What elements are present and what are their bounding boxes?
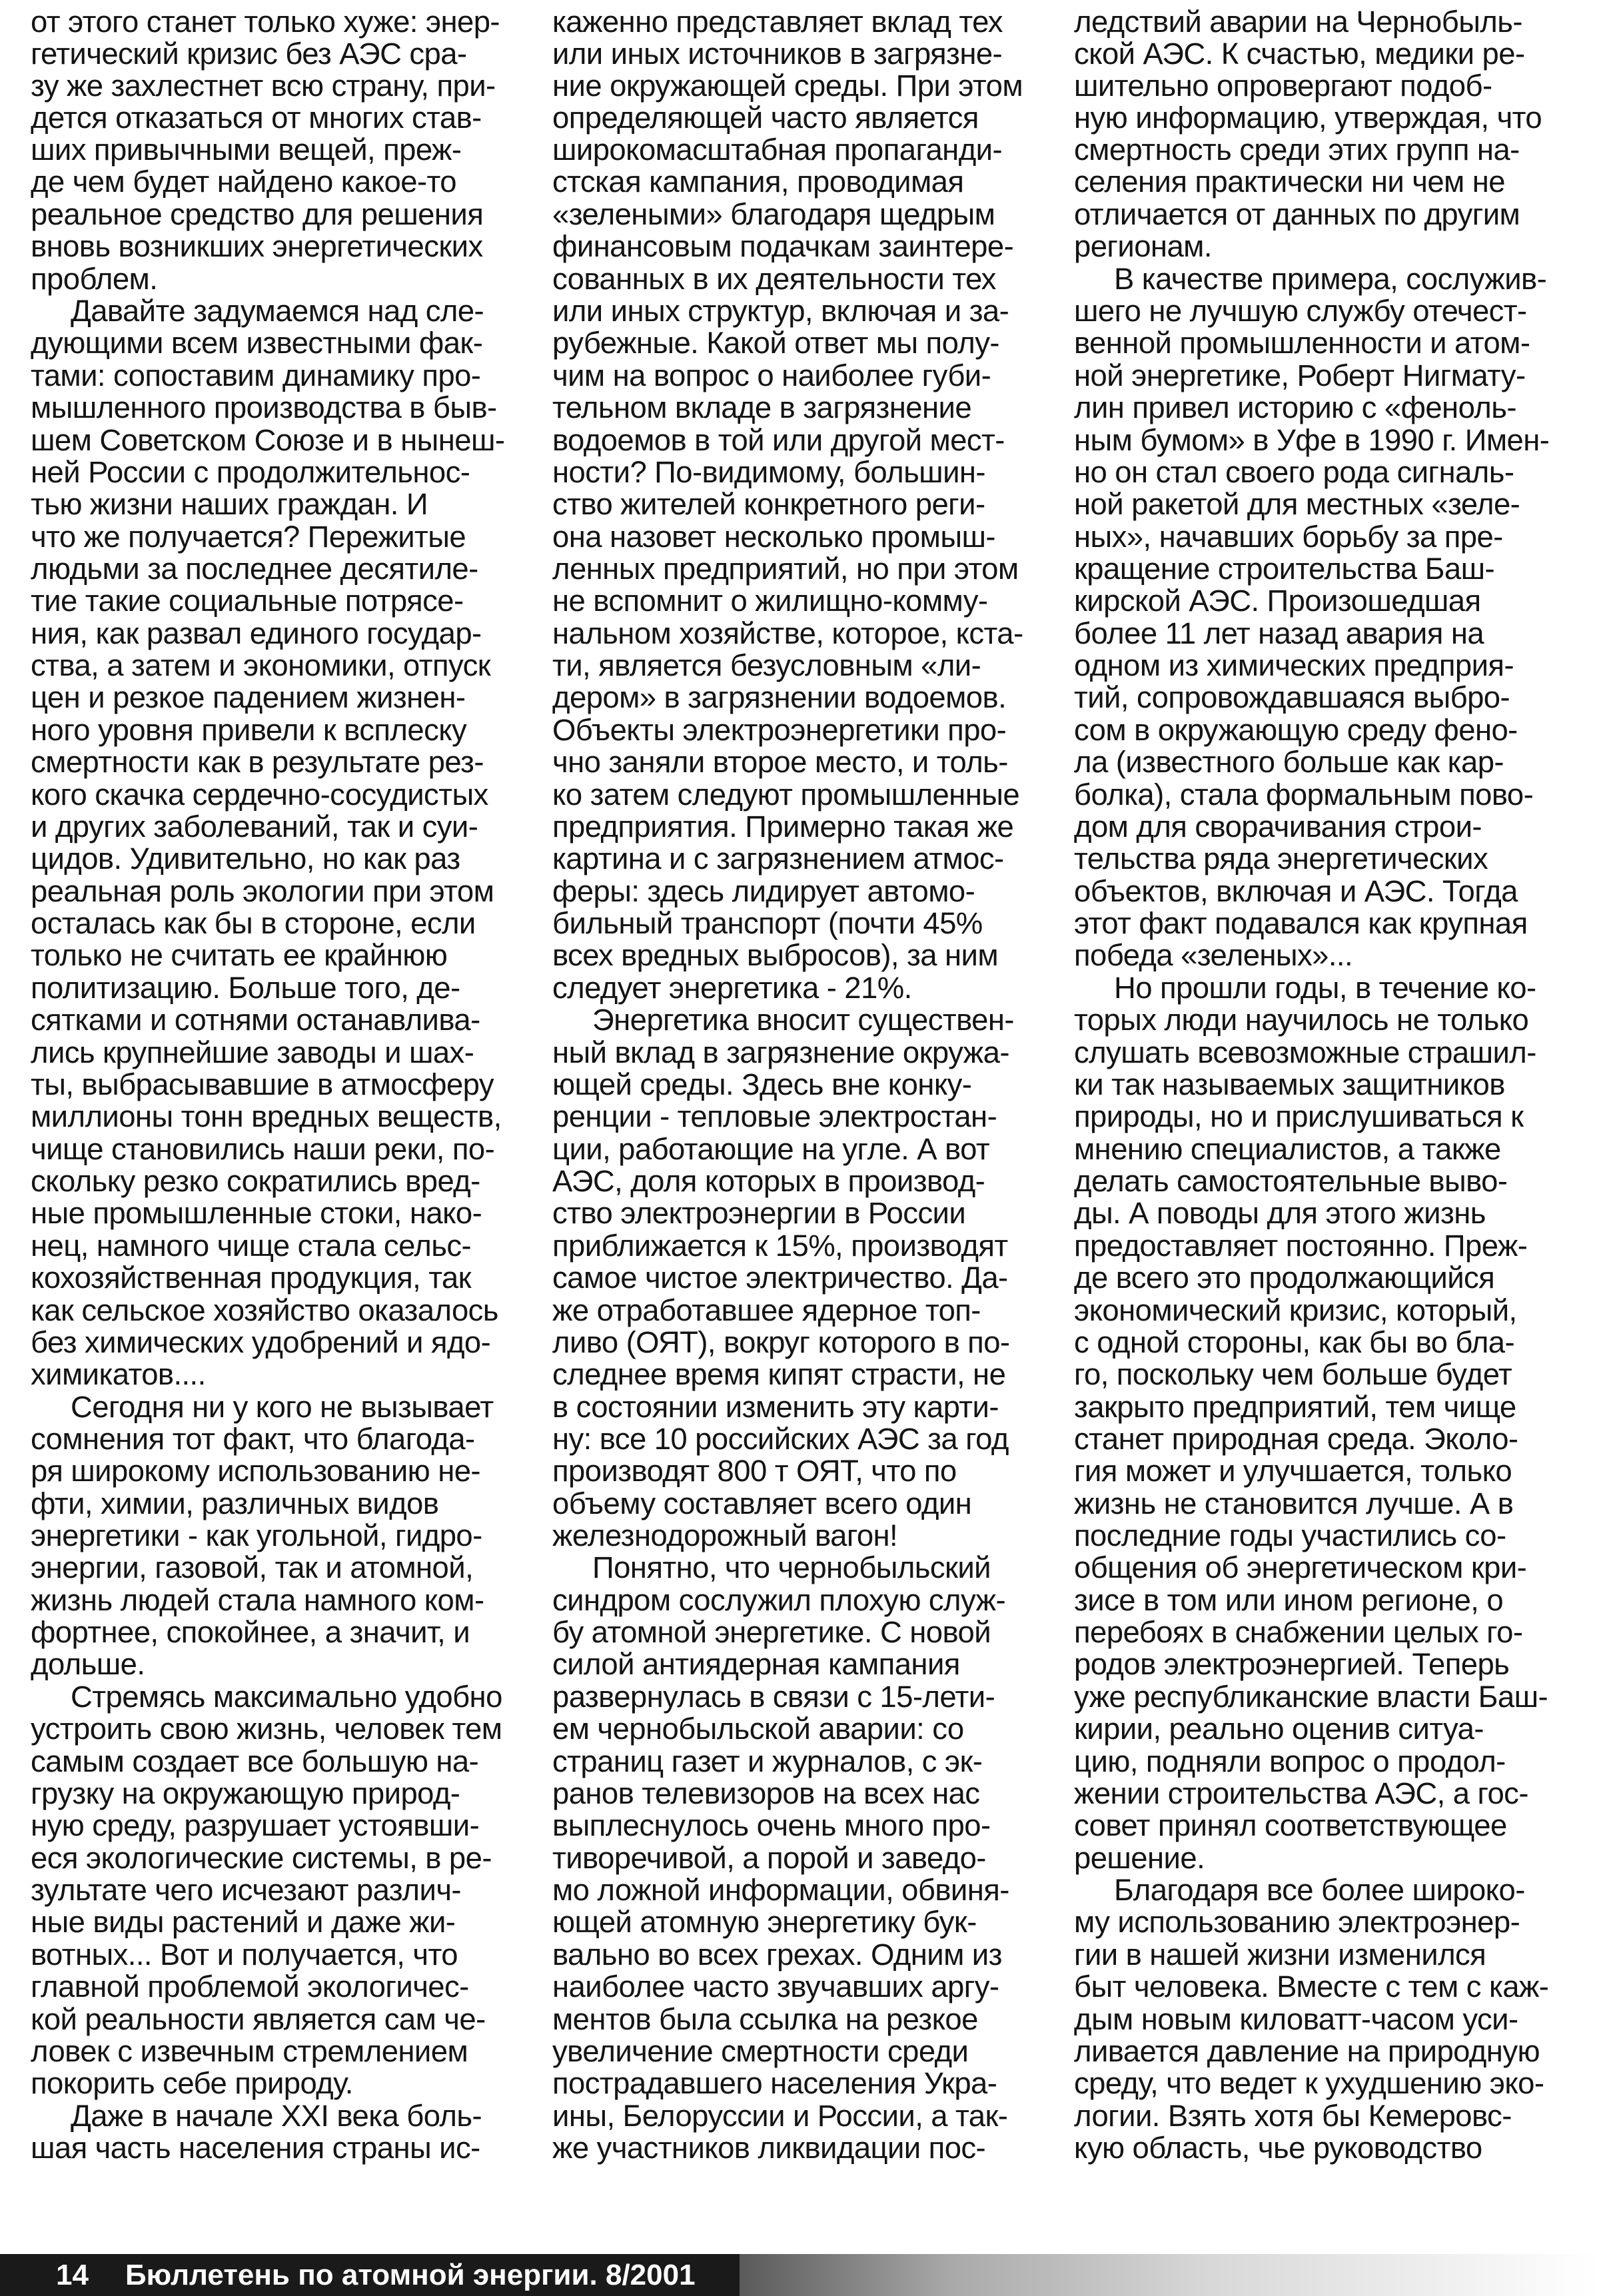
text-line: ловек с извечным стремлением <box>31 2034 468 2068</box>
text-line: ды. А поводы для этого жизнь <box>1074 1196 1486 1230</box>
text-line: жизнь не становится лучше. А в <box>1074 1486 1514 1520</box>
text-line: решение. <box>1074 1841 1205 1875</box>
text-line: всех вредных выбросов), за ним <box>552 938 999 972</box>
text-line: логии. Взять хотя бы Кемеровс- <box>1074 2099 1512 2133</box>
text-line: увеличение смертности среди <box>552 2034 969 2068</box>
text-line: тельства ряда энергетических <box>1074 842 1488 875</box>
text-line: лись крупнейшие заводы и шах- <box>31 1035 474 1069</box>
text-line: тий, сопровождавшаяся выбро- <box>1074 680 1510 714</box>
text-line: предоставляет постоянно. Преж- <box>1074 1229 1528 1263</box>
text-line: феры: здесь лидирует автомо- <box>552 874 975 908</box>
text-line: реальная роль экологии при этом <box>31 874 494 908</box>
text-line: дым новым киловатт-часом уси- <box>1074 2002 1518 2036</box>
text-line: Но прошли годы, в течение ко- <box>1114 971 1536 1005</box>
text-line: последние годы участились со- <box>1074 1518 1506 1552</box>
text-line: Понятно, что чернобыльский <box>592 1550 991 1584</box>
text-line: АЭС, доля которых в производ- <box>552 1164 985 1198</box>
text-line: Сегодня ни у кого не вызывает <box>71 1390 494 1424</box>
text-line: сомнения тот факт, что благода- <box>31 1422 475 1456</box>
text-line: она назовет несколько промыш- <box>552 520 995 554</box>
text-line: чим на вопрос о наиболее губи- <box>552 358 991 392</box>
text-line: вотных... Вот и получается, что <box>31 1938 458 1972</box>
text-line: только не считать ее крайнюю <box>31 938 448 972</box>
text-line: де всего это продолжающийся <box>1074 1261 1495 1295</box>
text-line: чно заняли второе место, и толь- <box>552 745 1008 779</box>
text-line: го, поскольку чем больше будет <box>1074 1357 1512 1391</box>
text-line: ливо (ОЯТ), вокруг которого в по- <box>552 1325 1010 1359</box>
text-line: кохозяйственная продукция, так <box>31 1261 471 1295</box>
text-line: шем Советском Союзе и в нынеш- <box>31 423 505 457</box>
text-line: шая часть населения страны ис- <box>31 2131 480 2165</box>
text-line: ко затем следуют промышленные <box>552 778 1020 812</box>
text-line: энергии, газовой, так и атомной, <box>31 1550 474 1584</box>
text-line: зультате чего исчезают различ- <box>31 1873 461 1907</box>
text-line: каженно представляет вклад тех <box>552 5 1003 39</box>
text-line: производят 800 т ОЯТ, что по <box>552 1454 957 1488</box>
text-line: осталась как бы в стороне, если <box>31 906 476 940</box>
text-line: людьми за последнее десятиле- <box>31 552 478 586</box>
text-line: венной промышленности и атом- <box>1074 326 1530 360</box>
text-line: ние окружающей среды. При этом <box>552 69 1023 103</box>
text-line: чище становились наши реки, по- <box>31 1132 495 1166</box>
text-line: шительно опровергают подоб- <box>1074 69 1492 103</box>
text-line: как сельское хозяйство оказалось <box>31 1293 498 1327</box>
text-line: ную информацию, утверждая, что <box>1074 101 1542 135</box>
text-line: гия может и улучшается, только <box>1074 1454 1512 1488</box>
text-line: стская кампания, проводимая <box>552 165 964 199</box>
text-line: ной энергетике, Роберт Нигмату- <box>1074 358 1526 392</box>
text-line: кого скачка сердечно-сосудистых <box>31 778 488 812</box>
text-line: природы, но и прислушиваться к <box>1074 1099 1524 1133</box>
text-line: предприятия. Примерно такая же <box>552 810 1014 844</box>
text-line: ней России с продолжительнос- <box>31 455 470 489</box>
text-line: самым создает все большую на- <box>31 1744 479 1778</box>
text-line: лин привел историю с «феноль- <box>1074 390 1516 424</box>
text-line: ментов была ссылка на резкое <box>552 2002 978 2036</box>
text-line: от этого станет только хуже: энер- <box>31 5 500 39</box>
text-line: скольку резко сократились вред- <box>31 1164 480 1198</box>
text-line: следнее время кипят страсти, не <box>552 1357 1006 1391</box>
text-line: ну: все 10 российских АЭС за год <box>552 1422 1009 1456</box>
text-line: Стремясь максимально удобно <box>71 1680 502 1714</box>
text-line: ности? По-видимому, большин- <box>552 455 985 489</box>
text-line: мнению специалистов, а также <box>1074 1132 1501 1166</box>
text-line: вновь возникших энергетических <box>31 229 483 263</box>
text-line: нальном хозяйстве, которое, кста- <box>552 616 1023 650</box>
text-line: Даже в начале XXI века боль- <box>71 2099 482 2133</box>
text-line: гии в нашей жизни изменился <box>1074 1938 1486 1972</box>
text-line: объектов, включая и АЭС. Тогда <box>1074 874 1518 908</box>
text-line: отличается от данных по другим <box>1074 197 1520 231</box>
text-line: политизацию. Больше того, де- <box>31 971 460 1005</box>
text-line: или иных структур, включая и за- <box>552 294 1009 328</box>
text-line: одном из химических предприя- <box>1074 648 1514 682</box>
text-line: ные промышленные стоки, нако- <box>31 1196 482 1230</box>
text-line: ря широкому использованию не- <box>31 1454 480 1488</box>
text-line: родов электроэнергией. Теперь <box>1074 1647 1510 1681</box>
text-line: или иных источников в загрязне- <box>552 37 1003 71</box>
text-line: селения практически ни чем не <box>1074 165 1506 199</box>
text-line: слушать всевозможные страшил- <box>1074 1035 1536 1069</box>
text-line: быт человека. Вместе с тем с каж- <box>1074 1970 1549 2004</box>
text-line: В качестве примера, сослужив- <box>1114 262 1547 296</box>
text-line: гетический кризис без АЭС сра- <box>31 37 467 71</box>
text-line: тие такие социальные потрясе- <box>31 584 464 618</box>
text-line: рубежные. Какой ответ мы полу- <box>552 326 999 360</box>
text-line: нец, намного чище стала сельс- <box>31 1229 472 1263</box>
text-line: страниц газет и журналов, с эк- <box>552 1744 983 1778</box>
text-line: самое чистое электричество. Да- <box>552 1261 1008 1295</box>
text-line: развернулась в связи с 15-лети- <box>552 1680 995 1714</box>
text-line: устроить свою жизнь, человек тем <box>31 1712 502 1746</box>
text-line: Энергетика вносит существен- <box>592 1003 1014 1037</box>
text-line: более 11 лет назад авария на <box>1074 616 1484 650</box>
text-line: не вспомнит о жилищно-комму- <box>552 584 988 618</box>
text-line: бу атомной энергетике. С новой <box>552 1615 991 1649</box>
text-line: жении строительства АЭС, а гос- <box>1074 1776 1528 1810</box>
text-line: ным бумом» в Уфе в 1990 г. Имен- <box>1074 423 1550 457</box>
text-line: наиболее часто звучавших аргу- <box>552 1970 999 2004</box>
text-line: смертность среди этих групп на- <box>1074 133 1520 167</box>
text-line: жизнь людей стала намного ком- <box>31 1583 484 1617</box>
text-line: зу же захлестнет всю страну, при- <box>31 69 496 103</box>
text-line: силой антиядерная кампания <box>552 1647 960 1681</box>
text-line: ренции - тепловые электростан- <box>552 1099 997 1133</box>
text-line: ной ракетой для местных «зеле- <box>1074 487 1520 521</box>
text-line: финансовым подачкам заинтере- <box>552 229 1014 263</box>
text-line: «зелеными» благодаря щедрым <box>552 197 995 231</box>
text-line: кой реальности является сам че- <box>31 2002 486 2036</box>
text-line: цен и резкое падением жизнен- <box>31 680 466 714</box>
text-line: ных», начавших борьбу за пре- <box>1074 520 1503 554</box>
footer-gradient <box>740 2254 1599 2296</box>
text-line: но он стал своего рода сигналь- <box>1074 455 1514 489</box>
text-line: тами: сопоставим динамику про- <box>31 358 481 392</box>
text-line: перебоях в снабжении целых го- <box>1074 1615 1523 1649</box>
text-line: приближается к 15%, производят <box>552 1229 1008 1263</box>
text-line: миллионы тонн вредных веществ, <box>31 1099 502 1133</box>
text-line: тиворечивой, а порой и заведо- <box>552 1841 986 1875</box>
text-line: химикатов.... <box>31 1357 206 1391</box>
text-line: что же получается? Пережитые <box>31 520 466 554</box>
text-line: пострадавшего населения Укра- <box>552 2066 997 2100</box>
text-line: ины, Белоруссии и России, а так- <box>552 2099 1008 2133</box>
text-line: среду, что ведет к ухудшению эко- <box>1074 2066 1544 2100</box>
text-line: общения об энергетическом кри- <box>1074 1550 1527 1584</box>
text-line: же отработавшее ядерное топ- <box>552 1293 981 1327</box>
text-line: фортнее, спокойнее, а значит, и <box>31 1615 470 1649</box>
text-line: ющей среды. Здесь вне конку- <box>552 1067 972 1101</box>
text-line: ем чернобыльской аварии: со <box>552 1712 964 1746</box>
text-line: шего не лучшую службу отечест- <box>1074 294 1527 328</box>
text-line: главной проблемой экологичес- <box>31 1970 469 2004</box>
text-line: де чем будет найдено какое-то <box>31 165 456 199</box>
text-line: дется отказаться от многих став- <box>31 101 482 135</box>
text-line: ливается давление на природную <box>1074 2034 1540 2068</box>
text-line: ного уровня привели к всплеску <box>31 713 467 747</box>
text-line: ный вклад в загрязнение окружа- <box>552 1035 1009 1069</box>
text-line: экономический кризис, который, <box>1074 1293 1517 1327</box>
text-line: делать самостоятельные выво- <box>1074 1164 1508 1198</box>
text-line: кирии, реально оценив ситуа- <box>1074 1712 1484 1746</box>
text-line: реальное средство для решения <box>31 197 484 231</box>
text-line: тельном вкладе в загрязнение <box>552 390 972 424</box>
text-line: дером» в загрязнении водоемов. <box>552 680 1007 714</box>
page-number: 14 <box>56 2259 89 2291</box>
text-line: ской АЭС. К счастью, медики ре- <box>1074 37 1525 71</box>
text-line: дом для сворачивания строи- <box>1074 810 1482 844</box>
text-line: объему составляет всего один <box>552 1486 972 1520</box>
text-line: тью жизни наших граждан. И <box>31 487 428 521</box>
text-line: железнодорожный вагон! <box>552 1518 898 1552</box>
text-line: ледствий аварии на Чернобыль- <box>1074 5 1522 39</box>
text-line: сом в окружающую среду фено- <box>1074 713 1518 747</box>
text-line: широкомасштабная пропаганди- <box>552 133 1003 167</box>
text-line: ство электроэнергии в России <box>552 1196 966 1230</box>
text-line: кирской АЭС. Произошедшая <box>1074 584 1481 618</box>
text-line: Благодаря все более широко- <box>1114 1873 1525 1907</box>
text-line: ты, выбрасывавшие в атмосферу <box>31 1067 494 1101</box>
page-footer <box>0 2254 1599 2296</box>
text-line: ти, является безусловным «ли- <box>552 648 981 682</box>
text-line: покорить себе природу. <box>31 2066 353 2100</box>
text-line: с одной стороны, как бы во бла- <box>1074 1325 1515 1359</box>
text-line: торых люди научилось не только <box>1074 1003 1529 1037</box>
text-line: синдром сослужил плохую служ- <box>552 1583 1006 1617</box>
text-line: кую область, чье руководство <box>1074 2131 1482 2165</box>
text-line: и других заболеваний, так и суи- <box>31 810 478 844</box>
text-line: ные виды растений и даже жи- <box>31 1905 456 1939</box>
text-line: ла (известного больше как кар- <box>1074 745 1504 779</box>
text-line: без химических удобрений и ядо- <box>31 1325 491 1359</box>
text-line: болка), стала формальным пово- <box>1074 778 1534 812</box>
text-line: дольше. <box>31 1647 145 1681</box>
text-line: фти, химии, различных видов <box>31 1486 439 1520</box>
text-line: следует энергетика - 21%. <box>552 971 912 1005</box>
text-line: дующими всем известными фак- <box>31 326 483 360</box>
text-line: Объекты электроэнергетики про- <box>552 713 1007 747</box>
text-line: ства, а затем и экономики, отпуск <box>31 648 491 682</box>
text-line: ленных предприятий, но при этом <box>552 552 1019 586</box>
text-line: ки так называемых защитников <box>1074 1067 1505 1101</box>
text-line: победа «зеленых»... <box>1074 938 1353 972</box>
text-line: выплеснулось очень много про- <box>552 1808 991 1842</box>
text-line: ранов телевизоров на всех нас <box>552 1776 980 1810</box>
text-line: мо ложной информации, обвиня- <box>552 1873 1009 1907</box>
text-line: ную среду, разрушает устоявши- <box>31 1808 480 1842</box>
text-line: водоемов в той или другой мест- <box>552 423 1005 457</box>
text-line: ния, как развал единого государ- <box>31 616 482 650</box>
text-line: ших привычными вещей, преж- <box>31 133 462 167</box>
text-line: энергетики - как угольной, гидро- <box>31 1518 482 1552</box>
text-line: мышленного производства в быв- <box>31 390 497 424</box>
text-line: картина и с загрязнением атмос- <box>552 842 1004 875</box>
text-line: ство жителей конкретного реги- <box>552 487 985 521</box>
text-line: бильный транспорт (почти 45% <box>552 906 983 940</box>
text-line: совет принял соответствующее <box>1074 1808 1507 1842</box>
text-line: в состоянии изменить эту карти- <box>552 1390 999 1424</box>
text-line: грузку на окружающую природ- <box>31 1776 460 1810</box>
text-line: уже республиканские власти Баш- <box>1074 1680 1548 1714</box>
text-line: ющей атомную энергетику бук- <box>552 1905 977 1939</box>
text-line: Давайте задумаемся над сле- <box>71 294 484 328</box>
text-line: цидов. Удивительно, но как раз <box>31 842 460 875</box>
text-line: этот факт подавался как крупная <box>1074 906 1528 940</box>
text-line: сятками и сотнями останавлива- <box>31 1003 480 1037</box>
text-line: проблем. <box>31 262 158 296</box>
text-line: же участников ликвидации пос- <box>552 2131 986 2165</box>
text-line: цию, подняли вопрос о продол- <box>1074 1744 1506 1778</box>
text-line: ции, работающие на угле. А вот <box>552 1132 990 1166</box>
text-line: вально во всех грехах. Одним из <box>552 1938 1002 1972</box>
text-line: кращение строительства Баш- <box>1074 552 1495 586</box>
text-line: му использованию электроэнер- <box>1074 1905 1520 1939</box>
text-line: регионам. <box>1074 229 1212 263</box>
text-line: закрыто предприятий, тем чище <box>1074 1390 1516 1424</box>
text-line: определяющей часто является <box>552 101 979 135</box>
text-line: станет природная среда. Эколо- <box>1074 1422 1518 1456</box>
journal-title: Бюллетень по атомной энергии. 8/2001 <box>125 2259 696 2291</box>
text-line: смертности как в результате рез- <box>31 745 484 779</box>
text-line: зисе в том или ином регионе, о <box>1074 1583 1504 1617</box>
text-line: еся экологические системы, в ре- <box>31 1841 492 1875</box>
text-line: сованных в их деятельности тех <box>552 262 996 296</box>
